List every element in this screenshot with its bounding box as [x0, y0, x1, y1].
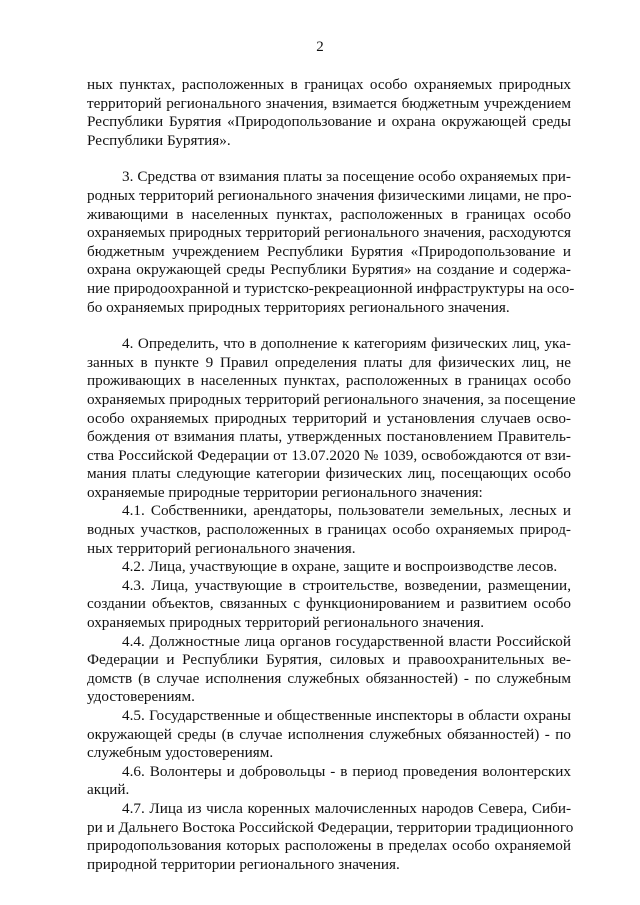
text-line: 4.2. Лица, участвующие в охране, защите и воспроизводстве лесов.	[122, 558, 558, 576]
paragraph	[87, 76, 571, 150]
text-line: окружающей среды (в случае исполнения служебных обязанностей) - по	[87, 725, 571, 743]
paragraph	[87, 558, 571, 577]
text-line: занных в пункте 9 Правил определения платы для физических лиц, не	[87, 353, 571, 371]
text-line: ных пунктах, расположенных в границах особо охраняемых природных	[87, 76, 571, 93]
text-line: природопользования которых расположены в пределах особо охраняемой	[87, 837, 571, 855]
text-line: природной территории регионального значения.	[87, 855, 400, 873]
text-line: 3. Средства от взимания платы за посещение особо охраняемых при-	[122, 168, 571, 186]
page-number: 2	[316, 39, 324, 55]
paragraph	[87, 763, 571, 800]
text-line: Федерации и Республики Бурятия, силовых и правоохранительных ве-	[87, 651, 571, 669]
text-line: охраняемых природных территорий регионального значения, расходуются	[87, 224, 571, 242]
text-line: 4.6. Волонтеры и добровольцы - в период проведения волонтерских	[122, 762, 571, 780]
paragraph	[87, 168, 575, 317]
paragraph	[87, 799, 574, 874]
text-line: ние природоохранной и туристско-рекреационной инфраструктуры на осо-	[87, 279, 575, 297]
text-line: Республики Бурятия «Природопользование и охрана окружающей среды	[87, 113, 571, 131]
paragraph	[87, 335, 576, 502]
text-line: мания платы следующие категории физических лиц, посещающих особо	[87, 465, 571, 483]
paragraph	[87, 577, 571, 633]
paragraph	[87, 707, 571, 763]
text-line: удостоверениям.	[87, 688, 195, 706]
text-line: особо охраняемых природных территорий и установления случаев осво-	[87, 409, 571, 427]
paragraph	[87, 502, 571, 558]
text-line: бюджетным учреждением Республики Бурятия «Природопользование и	[87, 242, 571, 260]
text-line: 4.7. Лица из числа коренных малочисленных народов Севера, Сиби-	[122, 799, 571, 817]
text-line: создании объектов, связанных с функционированием и развитием особо	[87, 595, 571, 613]
text-line: бо охраняемых природных территориях регионального значения.	[87, 298, 510, 316]
text-line: служебным удостоверениям.	[87, 744, 274, 762]
text-line: домств (в случае исполнения служебных обязанностей) - по служебным	[87, 669, 571, 687]
text-line: Республики Бурятия».	[87, 131, 231, 149]
paragraph	[87, 633, 571, 707]
text-line: 4.3. Лица, участвующие в строительстве, возведении, размещении,	[122, 576, 571, 594]
text-line: охраняемых природных территорий регионального значения, за посещение	[87, 390, 576, 408]
text-line: 4.1. Собственники, арендаторы, пользователи земельных, лесных и	[122, 502, 571, 520]
text-line: ных территорий регионального значения.	[87, 539, 356, 557]
document-body	[87, 76, 576, 874]
text-line: проживающих в населенных пунктах, расположенных в границах особо	[87, 372, 571, 390]
text-line: ри и Дальнего Востока Российской Федерации, территории традиционного	[87, 818, 574, 836]
text-line: родных территорий регионального значения физическими лицами, не про-	[87, 186, 572, 204]
text-line: акций.	[87, 781, 130, 799]
text-line: живающими в населенных пунктах, расположенных в границах особо	[87, 205, 571, 223]
text-line: бождения от взимания платы, утвержденных постановлением Правитель-	[87, 428, 571, 446]
text-line: ства Российской Федерации от 13.07.2020 № 1039, освобождаются от взи-	[87, 446, 571, 464]
text-line: охрана окружающей среды Республики Бурятия» на создание и содержа-	[87, 261, 571, 279]
text-line: водных участков, расположенных в границах особо охраняемых природ-	[87, 521, 571, 539]
text-line: 4. Определить, что в дополнение к категориям физических лиц, ука-	[122, 335, 571, 353]
text-line: охраняемые природные территории регионального значения:	[87, 483, 483, 501]
text-line: 4.5. Государственные и общественные инспекторы в области охраны	[122, 707, 571, 724]
text-line: 4.4. Должностные лица органов государственной власти Российской	[122, 632, 571, 650]
text-line: территорий регионального значения, взимается бюджетным учреждением	[87, 94, 571, 112]
text-line: охраняемых природных территорий регионального значения.	[87, 614, 485, 632]
